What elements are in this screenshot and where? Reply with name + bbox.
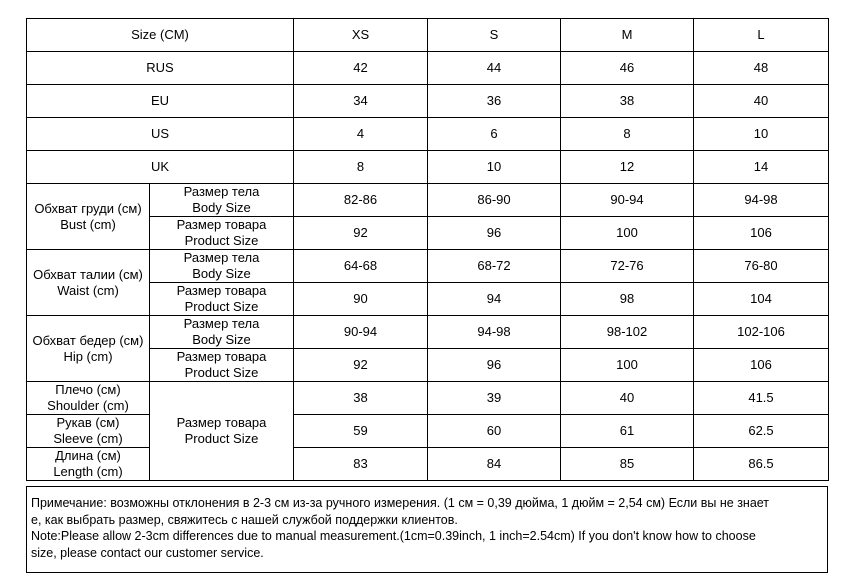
table-cell: 90-94 — [294, 316, 428, 349]
note-en-line-1: Note:Please allow 2-3cm differences due to manual measurement.(1cm=0.39inch, 1 inch=2.54cm) If you don't know how to choose — [31, 529, 756, 543]
table-cell: 10 — [694, 118, 829, 151]
table-cell: 46 — [561, 52, 694, 85]
label-en: Waist (cm) — [57, 282, 119, 298]
measure-label-bust — [27, 184, 150, 250]
table-cell: 98-102 — [561, 316, 694, 349]
table-cell: 96 — [428, 349, 561, 382]
table-cell: 90-94 — [561, 184, 694, 217]
note-text — [31, 495, 823, 561]
sub-label-cell — [150, 250, 294, 283]
table-cell: 82-86 — [294, 184, 428, 217]
table-cell: 8 — [294, 151, 428, 184]
row-label: RUS — [27, 52, 294, 85]
table-cell: 98 — [561, 283, 694, 316]
table-cell: 10 — [428, 151, 561, 184]
table-cell: 90 — [294, 283, 428, 316]
sub-label-ru: Размер тела — [183, 316, 260, 331]
label-ru: Длина (см) — [55, 448, 121, 463]
table-cell: 40 — [694, 85, 829, 118]
table-row-shoulder — [27, 382, 829, 415]
sub-label-en: Body Size — [192, 332, 251, 347]
sub-label-cell — [150, 349, 294, 382]
table-cell: 92 — [294, 217, 428, 250]
measure-label-length — [27, 448, 150, 481]
table-cell: 34 — [294, 85, 428, 118]
label-en: Hip (cm) — [63, 348, 113, 364]
size-header-m: M — [561, 19, 694, 52]
label-ru: Обхват талии (см) — [33, 266, 143, 282]
table-row-uk — [27, 151, 829, 184]
table-cell: 106 — [694, 349, 829, 382]
sub-label-cell — [150, 283, 294, 316]
sub-label-en: Product Size — [184, 365, 259, 380]
table-cell: 60 — [428, 415, 561, 448]
size-chart-table — [26, 18, 829, 481]
header-row — [27, 19, 829, 52]
size-header-s: S — [428, 19, 561, 52]
table-cell: 4 — [294, 118, 428, 151]
label-en: Sleeve (cm) — [53, 431, 123, 446]
measure-label-sleeve — [27, 415, 150, 448]
header-label-cell: Size (CM) — [27, 19, 294, 52]
table-row-waist-body — [27, 250, 829, 283]
table-cell: 86-90 — [428, 184, 561, 217]
size-header-xs: XS — [294, 19, 428, 52]
table-cell: 64-68 — [294, 250, 428, 283]
sub-label-cell — [150, 184, 294, 217]
sub-label-ru: Размер тела — [183, 184, 260, 199]
table-row-length — [27, 448, 829, 481]
table-cell: 92 — [294, 349, 428, 382]
measure-label-waist — [27, 250, 150, 316]
row-label: EU — [27, 85, 294, 118]
table-cell: 100 — [561, 349, 694, 382]
row-label: UK — [27, 151, 294, 184]
table-cell: 104 — [694, 283, 829, 316]
note-box — [26, 486, 828, 573]
table-cell: 86.5 — [694, 448, 829, 481]
table-cell: 39 — [428, 382, 561, 415]
sub-label-cell — [150, 217, 294, 250]
label-ru: Обхват груди (см) — [34, 200, 142, 216]
label-en: Bust (cm) — [60, 216, 116, 232]
table-cell: 41.5 — [694, 382, 829, 415]
note-ru-line-2: е, как выбрать размер, свяжитесь с нашей службой поддержки клиентов. — [31, 512, 458, 527]
table-cell: 96 — [428, 217, 561, 250]
table-row-rus — [27, 52, 829, 85]
table-row-hip-body — [27, 316, 829, 349]
table-cell: 48 — [694, 52, 829, 85]
measure-label-hip — [27, 316, 150, 382]
sub-label-cell — [150, 316, 294, 349]
sub-label-ru: Размер товара — [176, 217, 267, 232]
table-cell: 68-72 — [428, 250, 561, 283]
note-en-line-2: size, please contact our customer service. — [31, 545, 264, 560]
sub-label-ru: Размер тела — [183, 250, 260, 265]
sub-label-ru: Размер товара — [176, 283, 267, 298]
table-cell: 14 — [694, 151, 829, 184]
table-cell: 84 — [428, 448, 561, 481]
table-cell: 94-98 — [694, 184, 829, 217]
sub-label-en: Product Size — [184, 431, 259, 446]
measure-label-shoulder — [27, 382, 150, 415]
table-cell: 40 — [561, 382, 694, 415]
table-cell: 38 — [294, 382, 428, 415]
table-row-us — [27, 118, 829, 151]
table-cell: 76-80 — [694, 250, 829, 283]
sub-label-en: Body Size — [192, 200, 251, 215]
label-ru: Плечо (см) — [55, 382, 121, 397]
table-cell: 102-106 — [694, 316, 829, 349]
label-en: Length (cm) — [53, 464, 123, 479]
note-ru-line-1: Примечание: возможны отклонения в 2-3 см из-за ручного измерения. (1 см = 0,39 дюйма, 1 дюйм = 2,54 см) Если вы не знает — [31, 496, 770, 510]
sub-label-ru: Размер товара — [176, 415, 267, 430]
table-row-bust-body — [27, 184, 829, 217]
sub-label-en: Product Size — [184, 299, 259, 314]
table-cell: 83 — [294, 448, 428, 481]
table-cell: 94-98 — [428, 316, 561, 349]
label-en: Shoulder (cm) — [47, 398, 129, 413]
table-cell: 8 — [561, 118, 694, 151]
size-header-l: L — [694, 19, 829, 52]
table-cell: 62.5 — [694, 415, 829, 448]
table-cell: 44 — [428, 52, 561, 85]
table-cell: 36 — [428, 85, 561, 118]
sub-label-en: Body Size — [192, 266, 251, 281]
table-cell: 59 — [294, 415, 428, 448]
sub-label-cell-product — [150, 382, 294, 481]
table-cell: 100 — [561, 217, 694, 250]
table-cell: 6 — [428, 118, 561, 151]
table-cell: 61 — [561, 415, 694, 448]
table-cell: 85 — [561, 448, 694, 481]
table-cell: 12 — [561, 151, 694, 184]
table-cell: 106 — [694, 217, 829, 250]
table-cell: 72-76 — [561, 250, 694, 283]
table-row-eu — [27, 85, 829, 118]
table-cell: 94 — [428, 283, 561, 316]
table-row-sleeve — [27, 415, 829, 448]
row-label: US — [27, 118, 294, 151]
table-cell: 42 — [294, 52, 428, 85]
label-ru: Рукав (см) — [56, 415, 120, 430]
label-ru: Обхват бедер (см) — [32, 332, 144, 348]
table-cell: 38 — [561, 85, 694, 118]
sub-label-ru: Размер товара — [176, 349, 267, 364]
sub-label-en: Product Size — [184, 233, 259, 248]
